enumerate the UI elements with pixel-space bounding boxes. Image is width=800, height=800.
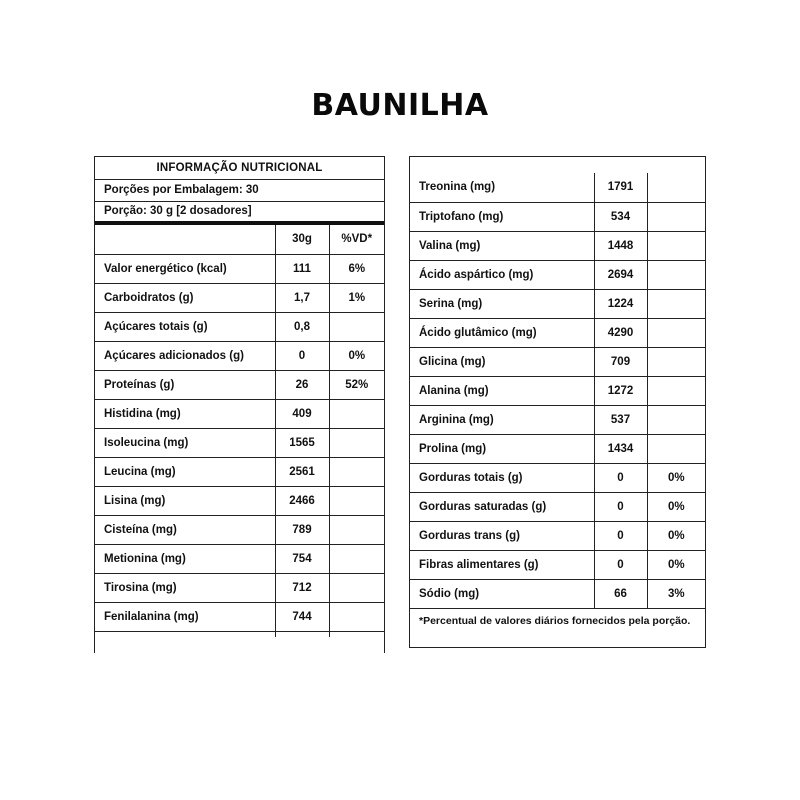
nutrient-amount: 0 xyxy=(594,463,647,492)
table-row xyxy=(410,260,705,289)
nutrient-name: Gorduras totais (g) xyxy=(410,463,594,492)
nutrient-name: Tirosina (mg) xyxy=(95,573,275,602)
nutrient-amount: 111 xyxy=(275,254,329,283)
nutrient-vd xyxy=(329,457,384,486)
nutrient-amount: 26 xyxy=(275,370,329,399)
nutrient-amount: 789 xyxy=(275,515,329,544)
nutrient-name: Histidina (mg) xyxy=(95,399,275,428)
nutrient-vd xyxy=(329,399,384,428)
header-name-cell xyxy=(95,225,275,254)
nutrient-name: Leucina (mg) xyxy=(95,457,275,486)
nutrient-amount: 754 xyxy=(275,544,329,573)
nutrient-name: Metionina (mg) xyxy=(95,544,275,573)
nutrient-vd xyxy=(329,544,384,573)
table-row xyxy=(95,283,384,312)
table-row xyxy=(95,486,384,515)
nutrient-amount: 4290 xyxy=(594,318,647,347)
table-row xyxy=(410,231,705,260)
nutrient-vd xyxy=(647,260,705,289)
nutrient-name: Gorduras trans (g) xyxy=(410,521,594,550)
nutrient-name: Ácido aspártico (mg) xyxy=(410,260,594,289)
nutrient-vd xyxy=(647,405,705,434)
table-row xyxy=(410,492,705,521)
table-row-continuation xyxy=(95,631,384,637)
nutrient-name: Fibras alimentares (g) xyxy=(410,550,594,579)
table-row xyxy=(95,457,384,486)
nutrient-vd xyxy=(647,289,705,318)
table-row xyxy=(410,521,705,550)
nutrient-vd: 6% xyxy=(329,254,384,283)
nutrient-name: Prolina (mg) xyxy=(410,434,594,463)
table-row xyxy=(410,202,705,231)
nutrient-amount: 1,7 xyxy=(275,283,329,312)
serving-size: Porção: 30 g [2 dosadores] xyxy=(95,202,384,225)
nutrient-vd xyxy=(647,173,705,202)
nutrient-amount: 409 xyxy=(275,399,329,428)
nutrient-vd xyxy=(647,202,705,231)
nutrition-heading: INFORMAÇÃO NUTRICIONAL xyxy=(95,157,384,180)
nutrient-vd xyxy=(329,573,384,602)
nutrient-amount: 1224 xyxy=(594,289,647,318)
table-row xyxy=(410,318,705,347)
table-row xyxy=(95,515,384,544)
nutrient-name: Treonina (mg) xyxy=(410,173,594,202)
nutrient-amount: 744 xyxy=(275,602,329,631)
nutrient-vd xyxy=(647,376,705,405)
table-row xyxy=(410,550,705,579)
nutrient-vd xyxy=(329,602,384,631)
nutrient-amount: 1791 xyxy=(594,173,647,202)
nutrient-amount: 0 xyxy=(594,492,647,521)
nutrient-name: Fenilalanina (mg) xyxy=(95,602,275,631)
table-row xyxy=(410,376,705,405)
nutrient-name: Carboidratos (g) xyxy=(95,283,275,312)
nutrient-amount: 2561 xyxy=(275,457,329,486)
nutrient-name: Isoleucina (mg) xyxy=(95,428,275,457)
table-row xyxy=(410,405,705,434)
nutrient-name: Triptofano (mg) xyxy=(410,202,594,231)
nutrient-vd xyxy=(329,312,384,341)
nutrient-amount: 2694 xyxy=(594,260,647,289)
nutrient-amount: 0,8 xyxy=(275,312,329,341)
empty-cell xyxy=(329,631,384,637)
table-row xyxy=(410,347,705,376)
table-row xyxy=(410,434,705,463)
nutrient-vd xyxy=(329,515,384,544)
header-amount-cell: 30g xyxy=(275,225,329,254)
table-row xyxy=(95,341,384,370)
table-row xyxy=(95,544,384,573)
table-row xyxy=(95,312,384,341)
page-title: BAUNILHA xyxy=(311,88,489,123)
nutrient-amount: 1434 xyxy=(594,434,647,463)
table-row xyxy=(95,602,384,631)
nutrient-name: Açúcares adicionados (g) xyxy=(95,341,275,370)
nutrient-vd: 0% xyxy=(647,550,705,579)
table-row xyxy=(410,173,705,202)
nutrient-name: Cisteína (mg) xyxy=(95,515,275,544)
nutrient-name: Açúcares totais (g) xyxy=(95,312,275,341)
table-row xyxy=(95,370,384,399)
nutrient-vd: 0% xyxy=(329,341,384,370)
nutrient-amount: 1272 xyxy=(594,376,647,405)
footnote: *Percentual de valores diários fornecidos pela porção. xyxy=(419,614,691,627)
nutrient-vd: 0% xyxy=(647,521,705,550)
table-header-row xyxy=(95,225,384,254)
nutrient-vd: 0% xyxy=(647,463,705,492)
nutrient-name: Ácido glutâmico (mg) xyxy=(410,318,594,347)
table-row xyxy=(95,428,384,457)
nutrient-name: Lisina (mg) xyxy=(95,486,275,515)
header-vd-cell: %VD* xyxy=(329,225,384,254)
table-row xyxy=(410,463,705,492)
nutrition-panel-right xyxy=(409,156,706,648)
nutrient-name: Valor energético (kcal) xyxy=(95,254,275,283)
nutrient-vd xyxy=(329,428,384,457)
nutrient-amount: 0 xyxy=(594,521,647,550)
table-row xyxy=(95,573,384,602)
nutrient-name: Valina (mg) xyxy=(410,231,594,260)
nutrient-vd: 3% xyxy=(647,579,705,608)
nutrient-amount: 709 xyxy=(594,347,647,376)
nutrient-vd: 0% xyxy=(647,492,705,521)
nutrient-vd xyxy=(647,231,705,260)
nutrition-table-left xyxy=(95,225,384,637)
nutrient-name: Alanina (mg) xyxy=(410,376,594,405)
table-row xyxy=(95,254,384,283)
table-row xyxy=(410,289,705,318)
nutrient-amount: 534 xyxy=(594,202,647,231)
nutrient-amount: 537 xyxy=(594,405,647,434)
nutrient-name: Serina (mg) xyxy=(410,289,594,318)
nutrient-vd: 52% xyxy=(329,370,384,399)
nutrient-amount: 66 xyxy=(594,579,647,608)
empty-cell xyxy=(95,631,275,637)
nutrient-amount: 1565 xyxy=(275,428,329,457)
nutrient-amount: 0 xyxy=(275,341,329,370)
nutrient-name: Glicina (mg) xyxy=(410,347,594,376)
nutrient-vd xyxy=(647,434,705,463)
nutrient-name: Arginina (mg) xyxy=(410,405,594,434)
nutrient-vd: 1% xyxy=(329,283,384,312)
table-row xyxy=(410,579,705,608)
nutrition-table-right xyxy=(410,173,705,609)
portions-per-package: Porções por Embalagem: 30 xyxy=(95,180,384,202)
nutrition-panel-left xyxy=(94,156,385,653)
nutrient-amount: 0 xyxy=(594,550,647,579)
nutrient-name: Gorduras saturadas (g) xyxy=(410,492,594,521)
nutrient-amount: 1448 xyxy=(594,231,647,260)
nutrient-name: Sódio (mg) xyxy=(410,579,594,608)
nutrient-vd xyxy=(647,347,705,376)
nutrient-name: Proteínas (g) xyxy=(95,370,275,399)
nutrient-vd xyxy=(647,318,705,347)
empty-cell xyxy=(275,631,329,637)
table-row xyxy=(95,399,384,428)
nutrient-amount: 712 xyxy=(275,573,329,602)
nutrient-amount: 2466 xyxy=(275,486,329,515)
nutrient-vd xyxy=(329,486,384,515)
